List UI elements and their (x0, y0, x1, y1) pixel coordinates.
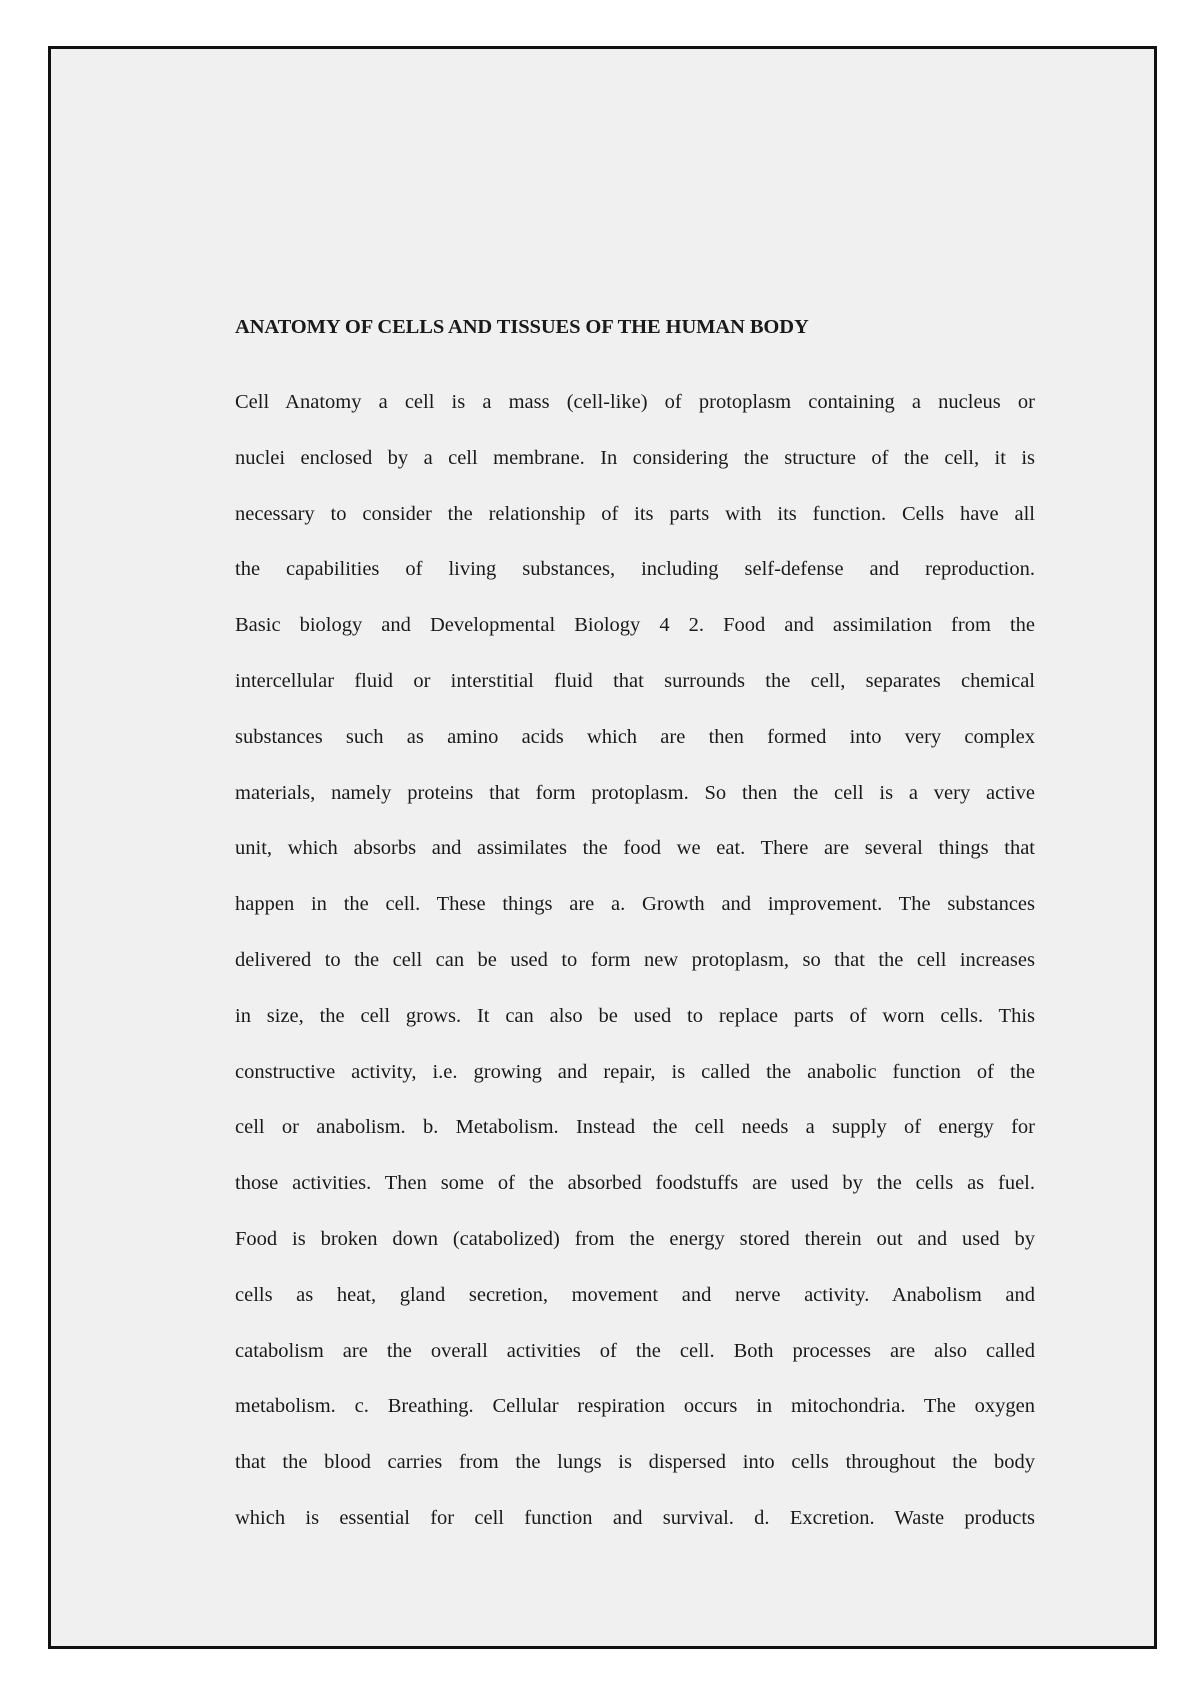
body-line: necessary to consider the relationship of its parts with its function. Cells have all (235, 502, 1035, 525)
body-line: those activities. Then some of the absorbed foodstuffs are used by the cells as fuel. (235, 1172, 1035, 1195)
document-title: ANATOMY OF CELLS AND TISSUES OF THE HUMAN BODY (235, 316, 809, 338)
body-line: in size, the cell grows. It can also be used to replace parts of worn cells. This (235, 1004, 1035, 1027)
body-line: Cell Anatomy a cell is a mass (cell-like) of protoplasm containing a nucleus or (235, 391, 1035, 413)
body-line: intercellular fluid or interstitial fluid that surrounds the cell, separates chemical (235, 669, 1035, 692)
document-content (235, 313, 1035, 1547)
page-frame (48, 46, 1157, 1649)
body-line: materials, namely proteins that form protoplasm. So then the cell is a very active (235, 781, 1035, 804)
body-line: substances such as amino acids which are then formed into very complex (235, 725, 1035, 748)
body-line: the capabilities of living substances, including self-defense and reproduction. (235, 558, 1035, 581)
body-line: Food is broken down (catabolized) from the energy stored therein out and used by (235, 1227, 1035, 1250)
body-line: cell or anabolism. b. Metabolism. Instead the cell needs a supply of energy for (235, 1116, 1035, 1139)
document-body (235, 375, 1035, 1547)
body-line: delivered to the cell can be used to form new protoplasm, so that the cell increases (235, 948, 1035, 971)
body-line: which is essential for cell function and survival. d. Excretion. Waste products (235, 1506, 1035, 1529)
body-line: metabolism. c. Breathing. Cellular respiration occurs in mitochondria. The oxygen (235, 1395, 1035, 1418)
body-line: that the blood carries from the lungs is dispersed into cells throughout the body (235, 1451, 1035, 1474)
body-line: catabolism are the overall activities of the cell. Both processes are also called (235, 1339, 1035, 1362)
body-line: Basic biology and Developmental Biology 4 2. Food and assimilation from the (235, 614, 1035, 637)
body-line: constructive activity, i.e. growing and repair, is called the anabolic function of the (235, 1060, 1035, 1083)
body-line: nuclei enclosed by a cell membrane. In considering the structure of the cell, it is (235, 446, 1035, 469)
body-line: happen in the cell. These things are a. Growth and improvement. The substances (235, 893, 1035, 916)
body-line: unit, which absorbs and assimilates the food we eat. There are several things that (235, 837, 1035, 860)
body-line: cells as heat, gland secretion, movement and nerve activity. Anabolism and (235, 1283, 1035, 1306)
